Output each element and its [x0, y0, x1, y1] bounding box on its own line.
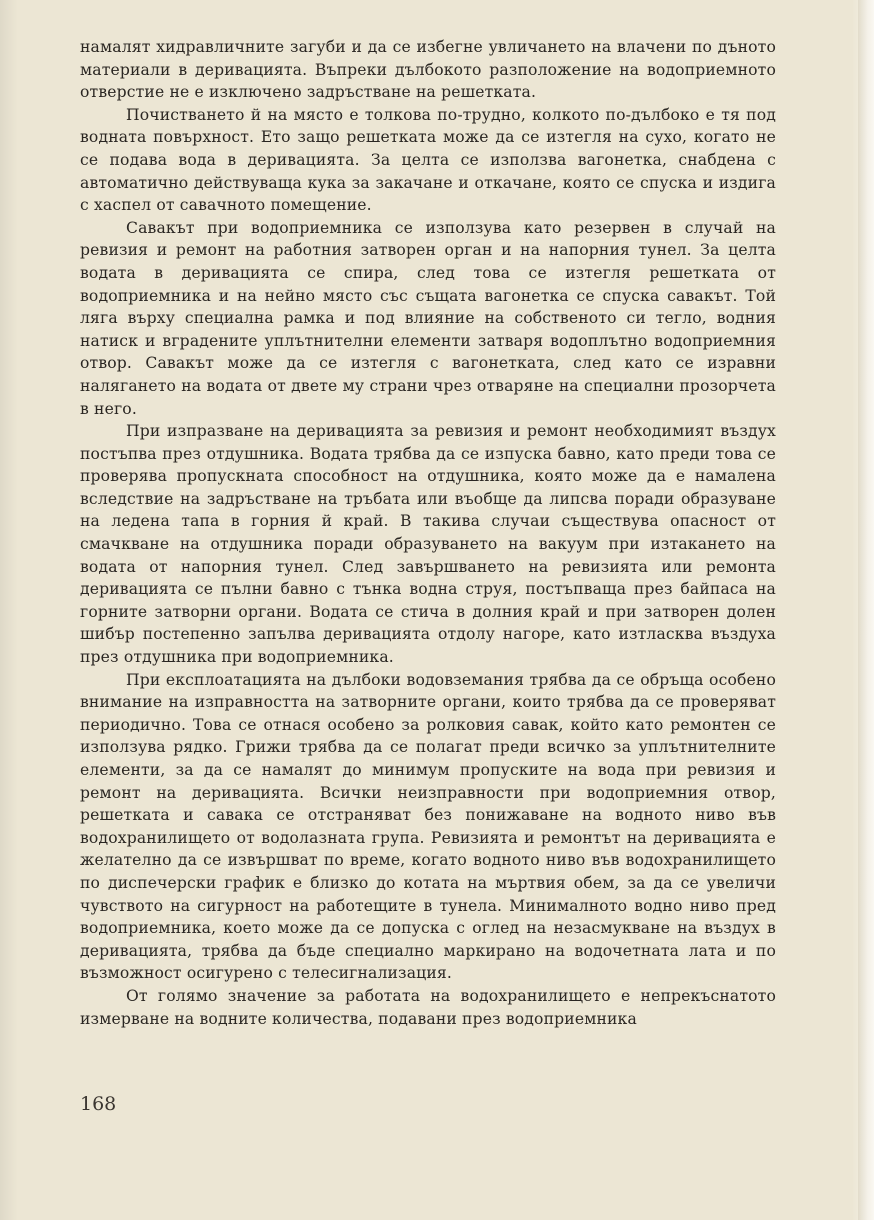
- body-text: [80, 36, 776, 1030]
- paragraph-2: Почистването й на място е толкова по-трудно, колкото по-дълбоко е тя под водната повърхност. Ето защо решетката може да се изтегля на сухо, когато не се подава вода в деривацията. За целта се използва вагонетка, снабдена с автоматично действуваща кука за закачане и откачане, която се спуска и издига с хаспел от савачното помещение.: [80, 105, 776, 215]
- paragraph-1: намалят хидравличните загуби и да се избегне увличането на влачени по дъното материали в деривацията. Въпреки дълбокото разположение на водоприемното отверстие не е изключено задръстване на решетката.: [80, 38, 776, 102]
- paragraph-6: От голямо значение за работата на водохранилището е непрекъснатото измерване на водните количества, подавани през водоприемника: [80, 986, 776, 1028]
- paragraph-4: При изпразване на деривацията за ревизия и ремонт необходимият въздух постъпва през отдушника. Водата трябва да се изпуска бавно, като преди това се проверява пропускната способност на отдушника, която може да е намалена вследствие на задръстване на тръбата или въобще да липсва поради образуване на ледена тапа в горния й край. В такива случаи съществува опасност от смачкване на отдушника поради образуването на вакуум при изтакането на водата от напорния тунел. След завършването на ревизията или ремонта деривацията се пълни бавно с тънка водна струя, постъпваща през байпаса на горните затворни органи. Водата се стича в долния край и при затворен долен шибър постепенно запълва деривацията отдолу нагоре, като изтласква въздуха през отдушника при водоприемника.: [80, 422, 776, 667]
- page-number: 168: [80, 1093, 117, 1115]
- paragraph-5: При експлоатацията на дълбоки водовземания трябва да се обръща особено внимание на изправността на затворните органи, които трябва да се проверяват периодично. Това се отнася особено за ролковия савак, който като ремонтен се използува рядко. Грижи трябва да се полагат преди всичко за уплътнителните елементи, за да се намалят до минимум пропуските на вода при ревизия и ремонт на деривацията. Всички неизправности при водоприемния отвор, решетката и савака се отстраняват без понижаване на водното ниво във водохранилището от водолазната група. Ревизията и ремонтът на деривацията е желателно да се извършват по време, когато водното ниво във водохранилището по диспечерски график е близко до котата на мъртвия обем, за да се увеличи чувството на сигурност на работещите в тунела. Минималното водно ниво пред водоприемника, което може да се допуска с оглед на незасмукване на въздух в деривацията, трябва да бъде специално маркирано на водочетната лата и по възможност осигурено с телесигнализация.: [80, 670, 776, 983]
- page-edge: [858, 0, 874, 1220]
- paragraph-3: Савакът при водоприемника се използува като резервен в случай на ревизия и ремонт на работния затворен орган и на напорния тунел. За целта водата в деривацията се спира, след това се изтегля решетката от водоприемника и на нейно място със същата вагонетка се спуска савакът. Той ляга върху специална рамка и под влияние на собственото си тегло, водния натиск и вградените уплътнителни елементи затваря водоплътно водоприемния отвор. Савакът може да се изтегля с вагонетката, след като се изравни налягането на водата от двете му страни чрез отваряне на специални прозорчета в него.: [80, 218, 776, 418]
